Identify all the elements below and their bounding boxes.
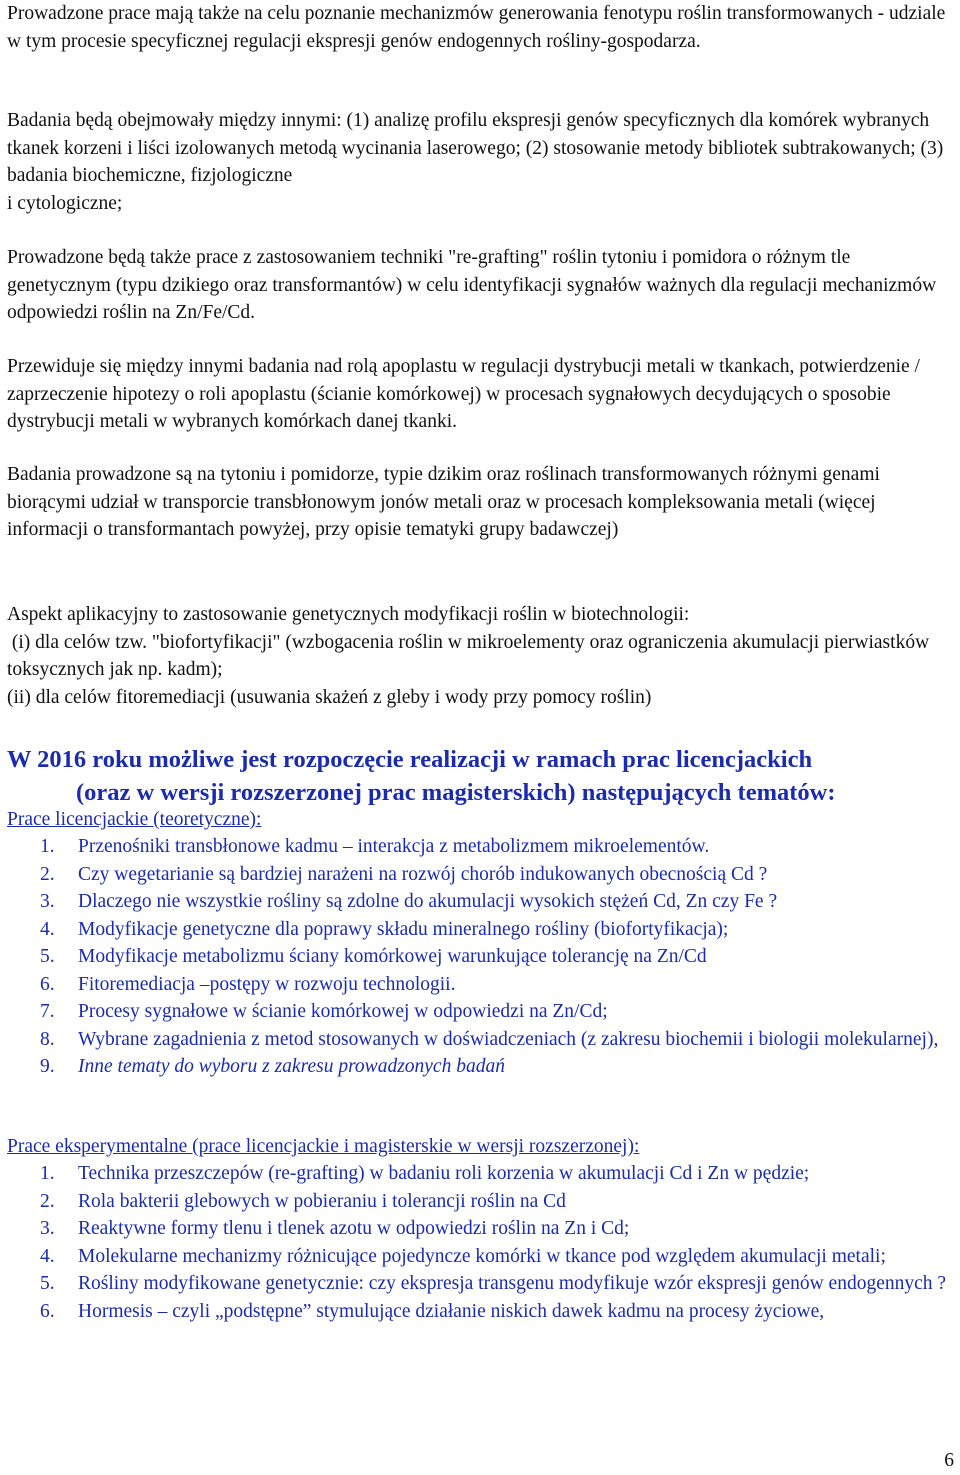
list-item-text: Modyfikacje genetyczne dla poprawy składu mineralnego rośliny (biofortyfikacja); <box>78 918 729 940</box>
paragraph-research-scope: Badania będą obejmowały między innymi: (1) analizę profilu ekspresji genów specyficznych dla komórek wybranych tkanek korzeni i liści izolowanych metodą wycinania laserowego; (2) stosowanie metody bibliotek subtrakowanych; (3) badania biochemiczne, fizjologiczne <box>7 110 944 186</box>
list-item-text: Hormesis – czyli „podstępne” stymulujące działanie niskich dawek kadmu na procesy życiowe, <box>78 1300 825 1322</box>
list-item-number: 7. <box>40 1001 55 1022</box>
topics-heading <box>7 743 955 809</box>
list-item-number: 4. <box>40 918 55 940</box>
list-item <box>7 1188 955 1216</box>
list-item <box>7 888 955 916</box>
list-item <box>7 833 955 861</box>
list-item-text: Dlaczego nie wszystkie rośliny są zdolne do akumulacji wysokich stężeń Cd, Zn czy Fe ? <box>78 891 778 912</box>
topics-heading-line-2: (oraz w wersji rozszerzonej prac magisterskich) następujących tematów: <box>76 779 836 806</box>
list-item-text: Wybrane zagadnienia z metod stosowanych w doświadczeniach (z zakresu biochemii i biologii molekularnej), <box>78 1028 939 1050</box>
page-number: 6 <box>944 1450 954 1471</box>
list-item-number: 6. <box>40 973 55 995</box>
list-item-text: Technika przeszczepów (re-grafting) w badaniu roli korzenia w akumulacji Cd i Zn w pędzie; <box>78 1163 810 1184</box>
list-item <box>7 1243 955 1271</box>
list-item-text: Molekularne mechanizmy różnicujące pojedyncze komórki w tkance pod względem akumulacji metali; <box>78 1245 886 1267</box>
theoretical-topics-list <box>7 833 955 1081</box>
list-item-number: 1. <box>40 836 55 857</box>
list-item-text: Inne tematy do wyboru z zakresu prowadzonych badań <box>78 1056 505 1077</box>
list-item <box>7 943 955 971</box>
paragraph-research-scope-end: i cytologiczne; <box>7 193 123 214</box>
list-item-text: Czy wegetarianie są bardziej narażeni na rozwój chorób indukowanych obecnością Cd ? <box>78 863 768 885</box>
paragraph-mechanisms: Prowadzone prace mają także na celu poznanie mechanizmów generowania fenotypu roślin transformowanych - udziale w tym procesie specyficznej regulacji ekspresji genów endogennych rośliny-gospodarza. <box>7 3 946 52</box>
list-item-text: Przenośniki transbłonowe kadmu – interakcja z metabolizmem mikroelementów. <box>78 836 710 857</box>
list-item-text: Rola bakterii glebowych w pobieraniu i tolerancji roślin na Cd <box>78 1190 566 1212</box>
list-item-number: 1. <box>40 1163 55 1184</box>
list-item <box>7 1270 955 1298</box>
list-item-text: Reaktywne formy tlenu i tlenek azotu w odpowiedzi roślin na Zn i Cd; <box>78 1218 630 1239</box>
paragraph-regrafting: Prowadzone będą także prace z zastosowaniem techniki "re-grafting" roślin tytoniu i pomidora o różnym tle genetycznym (typu dzikiego oraz transformantów) w celu identyfikacji sygnałów ważnych dla regulacji mechanizmów odpowiedzi roślin na Zn/Fe/Cd. <box>7 247 937 323</box>
applications-line-3: (ii) dla celów fitoremediacji (usuwania skażeń z gleby i wody przy pomocy roślin) <box>7 686 652 708</box>
list-item-number: 3. <box>40 891 55 912</box>
experimental-topics-list <box>7 1160 955 1325</box>
list-item <box>7 861 955 889</box>
list-item-number: 6. <box>40 1300 55 1322</box>
paragraph-applications <box>7 601 955 711</box>
list-item <box>7 1160 955 1188</box>
section-theoretical-title: Prace licencjackie (teoretyczne): <box>7 809 262 830</box>
paragraph-plants: Badania prowadzone są na tytoniu i pomidorze, typie dzikim oraz roślinach transformowanych różnymi genami biorącymi udział w transporcie transbłonowym jonów metali oraz w procesach kompleksowania metali (więcej informacji o transformantach powyżej, przy opisie tematyki grupy badawczej) <box>7 464 880 540</box>
list-item <box>7 1026 955 1054</box>
list-item <box>7 1298 955 1326</box>
list-item-number: 5. <box>40 1273 55 1294</box>
topics-heading-line-1: W 2016 roku możliwe jest rozpoczęcie realizacji w ramach prac licencjackich <box>7 746 813 773</box>
list-item-text: Rośliny modyfikowane genetycznie: czy ekspresja transgenu modyfikuje wzór ekspresji genów endogennych ? <box>78 1273 947 1294</box>
list-item-number: 9. <box>40 1056 55 1077</box>
list-item-number: 4. <box>40 1245 55 1267</box>
list-item-number: 2. <box>40 1190 55 1212</box>
list-item <box>7 916 955 944</box>
section-experimental-title: Prace eksperymentalne (prace licencjackie i magisterskie w wersji rozszerzonej): <box>7 1136 640 1157</box>
list-item-number: 5. <box>40 946 55 967</box>
list-item-text: Procesy sygnałowe w ścianie komórkowej w odpowiedzi na Zn/Cd; <box>78 1001 608 1022</box>
list-item <box>7 1053 955 1081</box>
list-item-number: 3. <box>40 1218 55 1239</box>
list-item-number: 2. <box>40 863 55 885</box>
list-item <box>7 998 955 1026</box>
paragraph-apoplast: Przewiduje się między innymi badania nad rolą apoplastu w regulacji dystrybucji metali w tkankach, potwierdzenie / zaprzeczenie hipotezy o roli apoplastu (ścianie komórkowej) w procesach sygnałowych decydujących o sposobie dystrybucji metali w wybranych komórkach danej tkanki. <box>7 356 920 432</box>
list-item <box>7 1215 955 1243</box>
list-item-number: 8. <box>40 1028 55 1050</box>
list-item-text: Fitoremediacja –postępy w rozwoju technologii. <box>78 973 456 995</box>
applications-line-2: (i) dla celów tzw. "biofortyfikacji" (wzbogacenia roślin w mikroelementy oraz ograniczenia akumulacji pierwiastków toksycznych jak np. kadm); <box>7 631 935 680</box>
list-item-text: Modyfikacje metabolizmu ściany komórkowej warunkujące tolerancję na Zn/Cd <box>78 946 707 967</box>
list-item <box>7 971 955 999</box>
applications-line-1: Aspekt aplikacyjny to zastosowanie genetycznych modyfikacji roślin w biotechnologii: <box>7 604 690 625</box>
